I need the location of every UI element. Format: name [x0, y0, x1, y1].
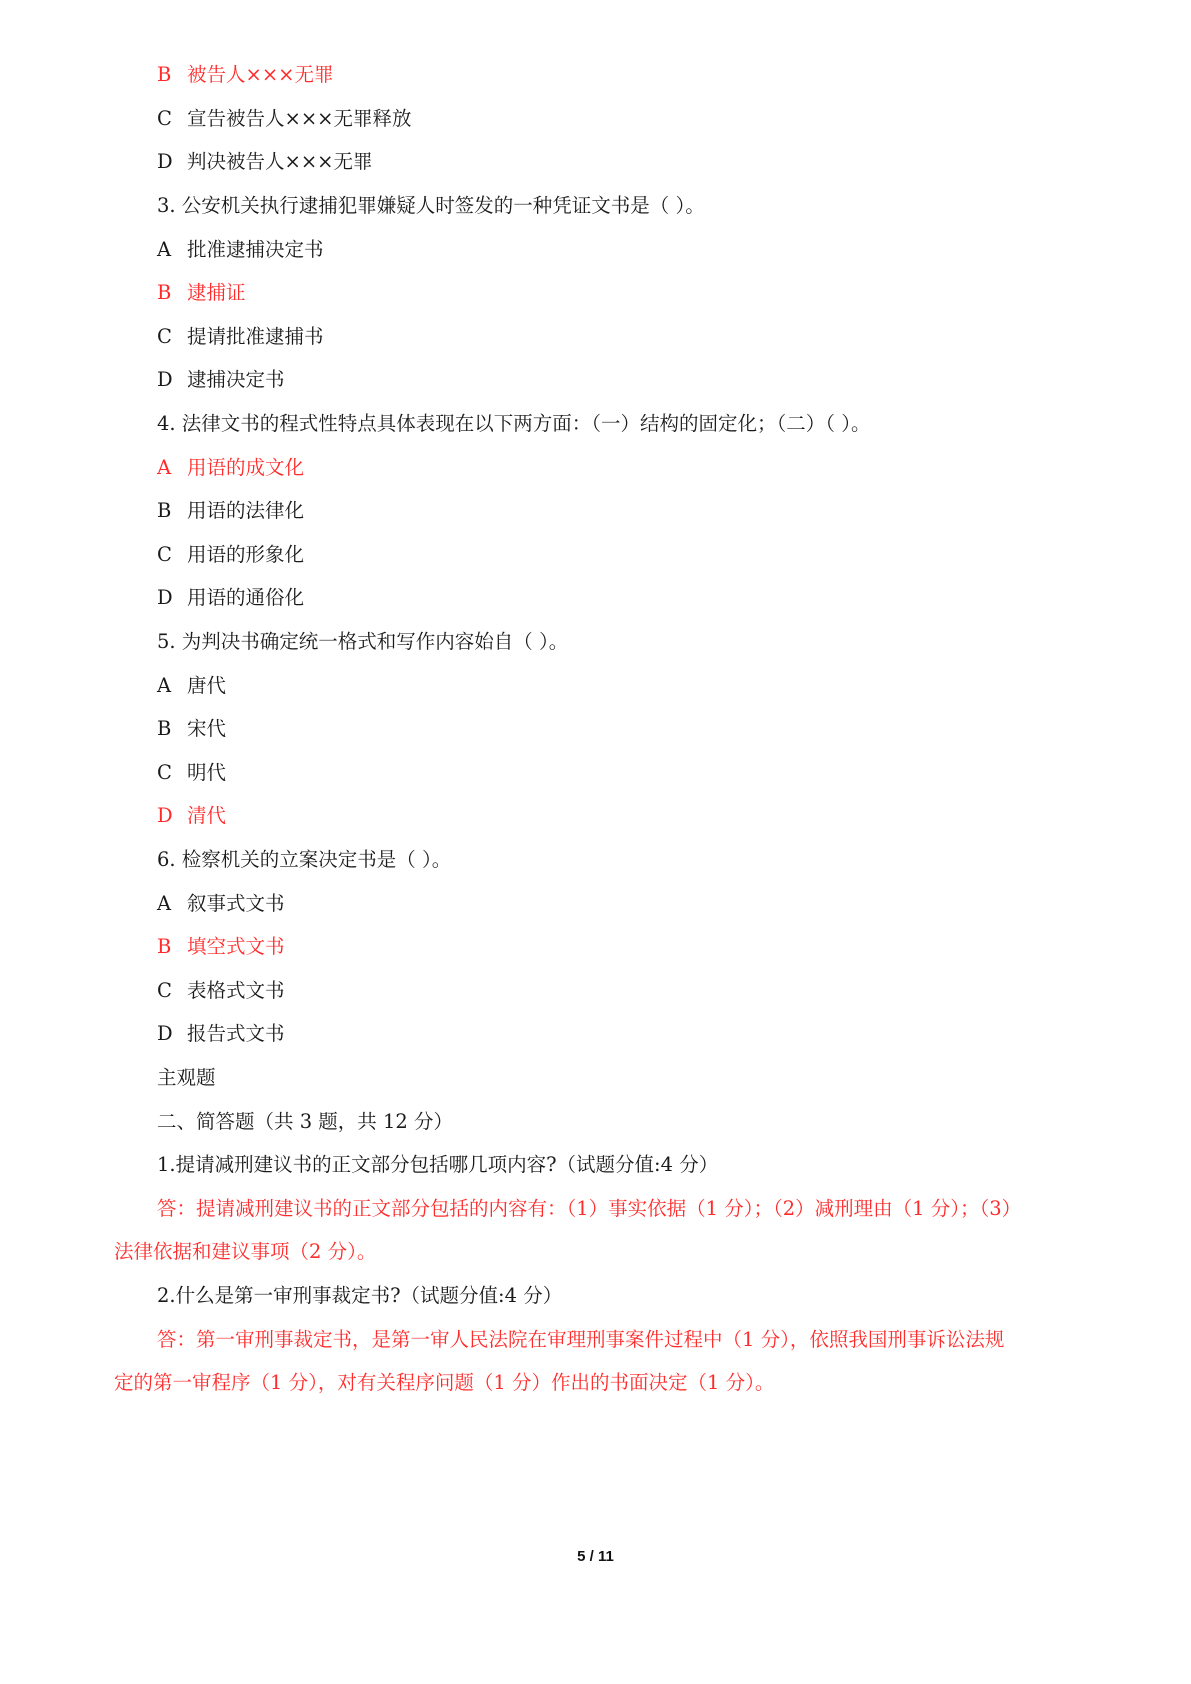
q6-option-d: D 报告式文书 [157, 1022, 285, 1045]
sa1-answer-line2: 法律依据和建议事项（2 分）。 [114, 1240, 377, 1263]
q5-option-c: C 明代 [157, 761, 227, 784]
sa2-question: 2.什么是第一审刑事裁定书?（试题分值:4 分） [157, 1284, 563, 1307]
q4-option-a: A 用语的成文化 [157, 456, 305, 479]
q4-stem: 4. 法律文书的程式性特点具体表现在以下两方面：（一）结构的固定化；（二）（ ）。 [157, 412, 871, 435]
q6-stem: 6. 检察机关的立案决定书是（ ）。 [157, 848, 452, 871]
q2-option-b: B 被告人×××无罪 [157, 63, 334, 86]
q5-option-a: A 唐代 [157, 674, 227, 697]
q2-option-c: C 宣告被告人×××无罪释放 [157, 107, 412, 130]
q5-option-b: B 宋代 [157, 717, 227, 740]
q3-stem: 3. 公安机关执行逮捕犯罪嫌疑人时签发的一种凭证文书是（ ）。 [157, 194, 705, 217]
q3-option-a: A 批准逮捕决定书 [157, 238, 324, 261]
q3-option-b: B 逮捕证 [157, 281, 246, 304]
subjective-heading: 主观题 [157, 1066, 216, 1089]
q5-option-d: D 清代 [157, 804, 227, 827]
q3-option-c: C 提请批准逮捕书 [157, 325, 324, 348]
sa2-answer-line2: 定的第一审程序（1 分），对有关程序问题（1 分）作出的书面决定（1 分）。 [114, 1371, 775, 1394]
q2-option-d: D 判决被告人×××无罪 [157, 150, 373, 173]
page-number: 5 / 11 [577, 1548, 614, 1565]
q6-option-b: B 填空式文书 [157, 935, 285, 958]
q4-option-b: B 用语的法律化 [157, 499, 305, 522]
sa2-answer-line1: 答：第一审刑事裁定书，是第一审人民法院在审理刑事案件过程中（1 分），依照我国刑事诉讼法规 [157, 1328, 1005, 1351]
q4-option-c: C 用语的形象化 [157, 543, 305, 566]
q3-option-d: D 逮捕决定书 [157, 368, 285, 391]
q6-option-a: A 叙事式文书 [157, 892, 285, 915]
q5-stem: 5. 为判决书确定统一格式和写作内容始自（ ）。 [157, 630, 569, 653]
sa1-answer-line1: 答：提请减刑建议书的正文部分包括的内容有：（1）事实依据（1 分）；（2）减刑理由（1 分）；（3） [157, 1197, 1022, 1220]
sa1-question: 1.提请减刑建议书的正文部分包括哪几项内容?（试题分值:4 分） [157, 1153, 719, 1176]
section2-heading: 二、简答题（共 3 题，共 12 分） [157, 1110, 454, 1133]
q6-option-c: C 表格式文书 [157, 979, 285, 1002]
q4-option-d: D 用语的通俗化 [157, 586, 305, 609]
